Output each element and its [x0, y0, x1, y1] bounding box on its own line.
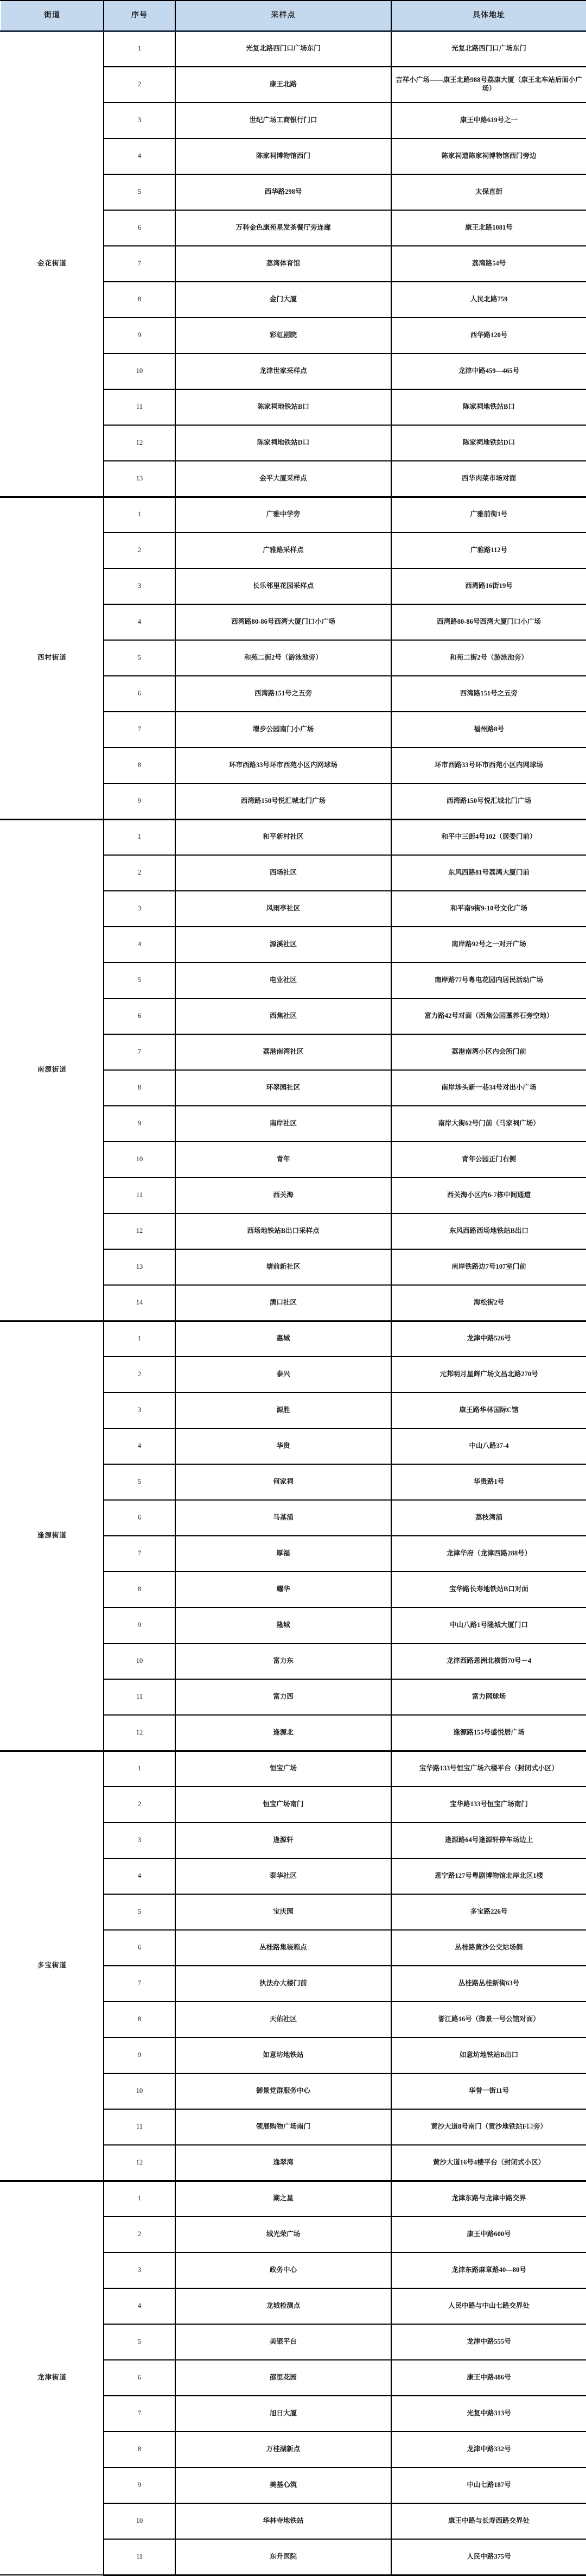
address-cell: 誉江路16号（御景一号公馆对面）: [391, 2002, 586, 2037]
row-index-cell: 9: [104, 1607, 175, 1643]
sampling-point-cell: 世纪广场工商银行门口: [175, 103, 391, 138]
row-index-cell: 10: [104, 2503, 175, 2539]
street-name-cell: 龙津街道: [1, 2181, 104, 2575]
sampling-point-cell: 惠城: [175, 1321, 391, 1357]
address-cell: 陈家祠道陈家祠博物馆西门旁边: [391, 138, 586, 174]
sampling-point-cell: 西湾路80-86号西湾大厦门口小广场: [175, 604, 391, 640]
row-index-cell: 2: [104, 1357, 175, 1393]
table-header: [1, 1, 586, 31]
address-cell: 中山七路187号: [391, 2467, 586, 2503]
row-index-cell: 6: [104, 998, 175, 1034]
address-cell: 南岸铁路边7号107室门前: [391, 1249, 586, 1285]
table-body: [1, 31, 586, 2575]
address-cell: 和平中三街4号102（居委门前）: [391, 819, 586, 855]
address-cell: 光复北路西门口广场东门: [391, 31, 586, 67]
table-row: [1, 2181, 586, 2217]
row-index-cell: 6: [104, 676, 175, 712]
row-index-cell: 11: [104, 1178, 175, 1213]
row-index-cell: 10: [104, 1643, 175, 1679]
row-index-cell: 7: [104, 1966, 175, 2002]
address-cell: 宝华路133号恒宝广场六楼平台（封闭式小区）: [391, 1751, 586, 1787]
address-cell: 西湾路16街19号: [391, 568, 586, 604]
row-index-cell: 13: [104, 1249, 175, 1285]
address-cell: 人民中路375号: [391, 2539, 586, 2575]
row-index-cell: 6: [104, 2360, 175, 2396]
row-index-cell: 13: [104, 461, 175, 497]
address-cell: 华贵路1号: [391, 1464, 586, 1500]
address-cell: 福州路8号: [391, 712, 586, 748]
row-index-cell: 9: [104, 318, 175, 353]
address-cell: 中山八路37-4: [391, 1428, 586, 1464]
address-cell: 光复中路313号: [391, 2396, 586, 2432]
address-cell: 西华路120号: [391, 318, 586, 353]
sampling-point-cell: 逢源北: [175, 1715, 391, 1751]
address-cell: 陈家祠地铁站D口: [391, 425, 586, 461]
row-index-cell: 14: [104, 1285, 175, 1321]
row-index-cell: 2: [104, 2217, 175, 2252]
table-row: [1, 497, 586, 533]
address-cell: 南岸路77号粤电花园内居民活动广场: [391, 963, 586, 998]
column-header-address: 具体地址: [391, 1, 586, 31]
row-index-cell: 4: [104, 138, 175, 174]
row-index-cell: 1: [104, 31, 175, 67]
address-cell: 龙津中路526号: [391, 1321, 586, 1357]
sampling-point-cell: 何家祠: [175, 1464, 391, 1500]
address-cell: 东风西路西场地铁站B出口: [391, 1213, 586, 1249]
sampling-point-cell: 执法办大楼门前: [175, 1966, 391, 2002]
address-cell: 龙津东路与龙津中路交界: [391, 2181, 586, 2217]
sampling-point-cell: 西关海: [175, 1178, 391, 1213]
street-name-cell: 金花街道: [1, 31, 104, 497]
row-index-cell: 2: [104, 533, 175, 568]
sampling-point-cell: 邵里花园: [175, 2360, 391, 2396]
street-name-cell: 多宝街道: [1, 1751, 104, 2181]
row-index-cell: 8: [104, 1572, 175, 1607]
row-index-cell: 4: [104, 1428, 175, 1464]
row-index-cell: 10: [104, 353, 175, 389]
row-index-cell: 7: [104, 2396, 175, 2432]
sampling-point-cell: 美基心筑: [175, 2467, 391, 2503]
address-cell: 东风西路81号荔鸿大厦门前: [391, 855, 586, 891]
address-cell: 龙津中路459—465号: [391, 353, 586, 389]
row-index-cell: 6: [104, 210, 175, 246]
row-index-cell: 3: [104, 1393, 175, 1428]
sampling-point-cell: 康王北路: [175, 67, 391, 103]
column-header-street: 街道: [1, 1, 104, 31]
row-index-cell: 1: [104, 819, 175, 855]
sampling-point-cell: 泰兴: [175, 1357, 391, 1393]
row-index-cell: 10: [104, 2073, 175, 2109]
row-index-cell: 9: [104, 1106, 175, 1142]
sampling-point-cell: 龙城检测点: [175, 2288, 391, 2324]
address-cell: 黄沙大道8号南门（黄沙地铁站F口旁）: [391, 2109, 586, 2145]
row-index-cell: 3: [104, 891, 175, 927]
sampling-point-cell: 广雅中学旁: [175, 497, 391, 533]
row-index-cell: 4: [104, 2288, 175, 2324]
row-index-cell: 3: [104, 1822, 175, 1858]
row-index-cell: 7: [104, 1034, 175, 1070]
sampling-point-cell: 源溪社区: [175, 927, 391, 963]
address-cell: 富力路42号对面（西焦公园藁养石旁空地）: [391, 998, 586, 1034]
row-index-cell: 9: [104, 783, 175, 819]
table-row: [1, 31, 586, 67]
row-index-cell: 9: [104, 2467, 175, 2503]
sampling-point-cell: 荔湾体育馆: [175, 246, 391, 282]
sampling-point-cell: 西场社区: [175, 855, 391, 891]
row-index-cell: 1: [104, 1321, 175, 1357]
address-cell: 海松街2号: [391, 1285, 586, 1321]
sampling-point-cell: 华贵: [175, 1428, 391, 1464]
address-cell: 陈家祠地铁站B口: [391, 389, 586, 425]
row-index-cell: 4: [104, 1858, 175, 1894]
row-index-cell: 11: [104, 2539, 175, 2575]
sampling-point-cell: 御景党群服务中心: [175, 2073, 391, 2109]
address-cell: 龙津中路332号: [391, 2432, 586, 2467]
table-row: [1, 1321, 586, 1357]
row-index-cell: 8: [104, 2002, 175, 2037]
sampling-point-cell: 逢源轩: [175, 1822, 391, 1858]
address-cell: 南岸大街62号门前（马家祠广场）: [391, 1106, 586, 1142]
address-cell: 环市西路33号环市西苑小区内网球场: [391, 748, 586, 783]
sampling-point-cell: 和苑二街2号（游泳池旁）: [175, 640, 391, 676]
sampling-point-cell: 青年: [175, 1142, 391, 1178]
sampling-point-cell: 彩虹剧院: [175, 318, 391, 353]
row-index-cell: 3: [104, 2252, 175, 2288]
row-index-cell: 2: [104, 855, 175, 891]
address-cell: 龙津中路555号: [391, 2324, 586, 2360]
address-cell: 元邦明月星辉广场文昌北路270号: [391, 1357, 586, 1393]
sampling-point-cell: 潮之星: [175, 2181, 391, 2217]
row-index-cell: 7: [104, 246, 175, 282]
sampling-point-cell: 华林寺地铁站: [175, 2503, 391, 2539]
sampling-point-cell: 增步公园南门小广场: [175, 712, 391, 748]
address-cell: 龙津华府（龙津西路288号）: [391, 1536, 586, 1572]
sampling-point-cell: 环市西路33号环市西苑小区内网球场: [175, 748, 391, 783]
sampling-point-cell: 逸翠湾: [175, 2145, 391, 2181]
sampling-point-cell: 电业社区: [175, 963, 391, 998]
row-index-cell: 3: [104, 103, 175, 138]
row-index-cell: 6: [104, 1500, 175, 1536]
address-cell: 西湾路80-86号西湾大厦门口小广场: [391, 604, 586, 640]
sampling-point-cell: 富力东: [175, 1643, 391, 1679]
row-index-cell: 1: [104, 1751, 175, 1787]
row-index-cell: 1: [104, 2181, 175, 2217]
table-row: [1, 1751, 586, 1787]
row-index-cell: 12: [104, 1715, 175, 1751]
sampling-point-cell: 宝庆园: [175, 1894, 391, 1930]
address-cell: 和苑二街2号（游泳池旁）: [391, 640, 586, 676]
sampling-point-cell: 西华路298号: [175, 174, 391, 210]
sampling-point-cell: 金平大厦采样点: [175, 461, 391, 497]
sampling-point-cell: 丛桂路集装箱点: [175, 1930, 391, 1966]
sampling-point-cell: 长乐邻里花园采样点: [175, 568, 391, 604]
sampling-point-cell: 龙津世家采样点: [175, 353, 391, 389]
header-row: [1, 1, 586, 31]
address-cell: 康王中路与长寿西路交界处: [391, 2503, 586, 2539]
sampling-point-cell: 耀华: [175, 1572, 391, 1607]
sampling-point-cell: 领展购物广场南门: [175, 2109, 391, 2145]
row-index-cell: 5: [104, 640, 175, 676]
row-index-cell: 12: [104, 2145, 175, 2181]
sampling-point-cell: 陈家祠地铁站D口: [175, 425, 391, 461]
row-index-cell: 4: [104, 604, 175, 640]
sampling-point-cell: 政务中心: [175, 2252, 391, 2288]
address-cell: 宝华路133号恒宝广场南门: [391, 1787, 586, 1822]
sampling-point-cell: 金门大厦: [175, 282, 391, 318]
street-name-cell: 南源街道: [1, 819, 104, 1321]
address-cell: 康王中路486号: [391, 2360, 586, 2396]
sampling-point-cell: 天佑社区: [175, 2002, 391, 2037]
address-cell: 富力网球场: [391, 1679, 586, 1715]
address-cell: 青年公园正门右侧: [391, 1142, 586, 1178]
address-cell: 西湾路150号悦汇城北门广场: [391, 783, 586, 819]
row-index-cell: 3: [104, 568, 175, 604]
sampling-point-cell: 荔港南湾社区: [175, 1034, 391, 1070]
row-index-cell: 11: [104, 2109, 175, 2145]
sampling-point-cell: 恒宝广场: [175, 1751, 391, 1787]
row-index-cell: 5: [104, 1894, 175, 1930]
sampling-point-cell: 隆城: [175, 1607, 391, 1643]
address-cell: 龙津西路恩洲北横街70号－4: [391, 1643, 586, 1679]
sampling-point-cell: 西场地铁站B出口采样点: [175, 1213, 391, 1249]
address-cell: 荔枝湾涌: [391, 1500, 586, 1536]
address-cell: 荔湾路54号: [391, 246, 586, 282]
sampling-point-cell: 美银平台: [175, 2324, 391, 2360]
sampling-point-cell: 风雨亭社区: [175, 891, 391, 927]
sampling-point-cell: 西湾路150号悦汇城北门广场: [175, 783, 391, 819]
sampling-point-cell: 马基涌: [175, 1500, 391, 1536]
row-index-cell: 5: [104, 1464, 175, 1500]
address-cell: 康王北路1081号: [391, 210, 586, 246]
row-index-cell: 11: [104, 1679, 175, 1715]
address-cell: 龙津东路麻章路40—80号: [391, 2252, 586, 2288]
sampling-point-cell: 源胜: [175, 1393, 391, 1428]
address-cell: 吉祥小广场——康王北路988号荔康大厦（康王北车站后面小广场）: [391, 67, 586, 103]
address-cell: 丛桂路丛桂新街63号: [391, 1966, 586, 2002]
sampling-point-cell: 恒宝广场南门: [175, 1787, 391, 1822]
address-cell: 西关海小区内6-7栋中间通道: [391, 1178, 586, 1213]
address-cell: 逢源路155号盛悦居广场: [391, 1715, 586, 1751]
sampling-point-cell: 城光荣广场: [175, 2217, 391, 2252]
address-cell: 恩宁路127号粤剧博物馆北岸北区1楼: [391, 1858, 586, 1894]
sampling-point-cell: 厚福: [175, 1536, 391, 1572]
address-cell: 康王路华林国际C馆: [391, 1393, 586, 1428]
address-cell: 和平南9街9-10号文化广场: [391, 891, 586, 927]
address-cell: 多宝路226号: [391, 1894, 586, 1930]
row-index-cell: 2: [104, 67, 175, 103]
address-cell: 华誉一街11号: [391, 2073, 586, 2109]
row-index-cell: 12: [104, 425, 175, 461]
street-name-cell: 逢源街道: [1, 1321, 104, 1751]
sampling-point-cell: 富力西: [175, 1679, 391, 1715]
sampling-point-cell: 光复北路西门口广场东门: [175, 31, 391, 67]
sampling-point-cell: 万科金色康苑星发茶餐厅旁连廊: [175, 210, 391, 246]
row-index-cell: 8: [104, 282, 175, 318]
row-index-cell: 4: [104, 927, 175, 963]
row-index-cell: 5: [104, 2324, 175, 2360]
row-index-cell: 2: [104, 1787, 175, 1822]
address-cell: 西湾路151号之五旁: [391, 676, 586, 712]
address-cell: 西华肉菜市场对面: [391, 461, 586, 497]
row-index-cell: 11: [104, 389, 175, 425]
row-index-cell: 12: [104, 1213, 175, 1249]
address-cell: 荔港南湾小区内会所门前: [391, 1034, 586, 1070]
sampling-point-cell: 澳口社区: [175, 1285, 391, 1321]
sampling-point-cell: 西焦社区: [175, 998, 391, 1034]
address-cell: 人民中路与中山七路交界处: [391, 2288, 586, 2324]
sampling-point-cell: 陈家祠地铁站B口: [175, 389, 391, 425]
sampling-point-cell: 和平新村社区: [175, 819, 391, 855]
sampling-point-cell: 西湾路151号之五旁: [175, 676, 391, 712]
address-cell: 中山八路1号隆城大厦门口: [391, 1607, 586, 1643]
street-name-cell: 西村街道: [1, 497, 104, 819]
sampling-point-cell: 如意坊地铁站: [175, 2037, 391, 2073]
address-cell: 南岸埗头新一巷34号对出小广场: [391, 1070, 586, 1106]
sampling-point-cell: 旭日大厦: [175, 2396, 391, 2432]
address-cell: 丛桂路黄沙公交站场侧: [391, 1930, 586, 1966]
address-cell: 人民北路759: [391, 282, 586, 318]
address-cell: 黄沙大道16号4楼平台（封闭式小区）: [391, 2145, 586, 2181]
table-row: [1, 819, 586, 855]
address-cell: 广雅路112号: [391, 533, 586, 568]
row-index-cell: 8: [104, 748, 175, 783]
address-cell: 康王中路600号: [391, 2217, 586, 2252]
row-index-cell: 5: [104, 963, 175, 998]
row-index-cell: 1: [104, 497, 175, 533]
row-index-cell: 9: [104, 2037, 175, 2073]
sampling-point-cell: 塘前新社区: [175, 1249, 391, 1285]
address-cell: 如意坊地铁站B出口: [391, 2037, 586, 2073]
address-cell: 广雅前街1号: [391, 497, 586, 533]
row-index-cell: 8: [104, 1070, 175, 1106]
row-index-cell: 8: [104, 2432, 175, 2467]
row-index-cell: 10: [104, 1142, 175, 1178]
sampling-point-cell: 环翠园社区: [175, 1070, 391, 1106]
address-cell: 逢源路64号逢源轩停车场边上: [391, 1822, 586, 1858]
row-index-cell: 5: [104, 174, 175, 210]
sampling-point-cell: 万桂湖新点: [175, 2432, 391, 2467]
address-cell: 南岸路92号之一对开广场: [391, 927, 586, 963]
row-index-cell: 6: [104, 1930, 175, 1966]
address-cell: 康王中路619号之一: [391, 103, 586, 138]
sampling-point-cell: 东升医院: [175, 2539, 391, 2575]
sampling-point-cell: 泰华社区: [175, 1858, 391, 1894]
row-index-cell: 7: [104, 712, 175, 748]
column-header-point: 采样点: [175, 1, 391, 31]
sampling-point-cell: 陈家祠博物馆西门: [175, 138, 391, 174]
sampling-point-cell: 广雅路采样点: [175, 533, 391, 568]
row-index-cell: 7: [104, 1536, 175, 1572]
address-cell: 宝华路长寿地铁站B口对面: [391, 1572, 586, 1607]
column-header-index: 序号: [104, 1, 175, 31]
sampling-point-cell: 南岸社区: [175, 1106, 391, 1142]
address-cell: 太保直街: [391, 174, 586, 210]
